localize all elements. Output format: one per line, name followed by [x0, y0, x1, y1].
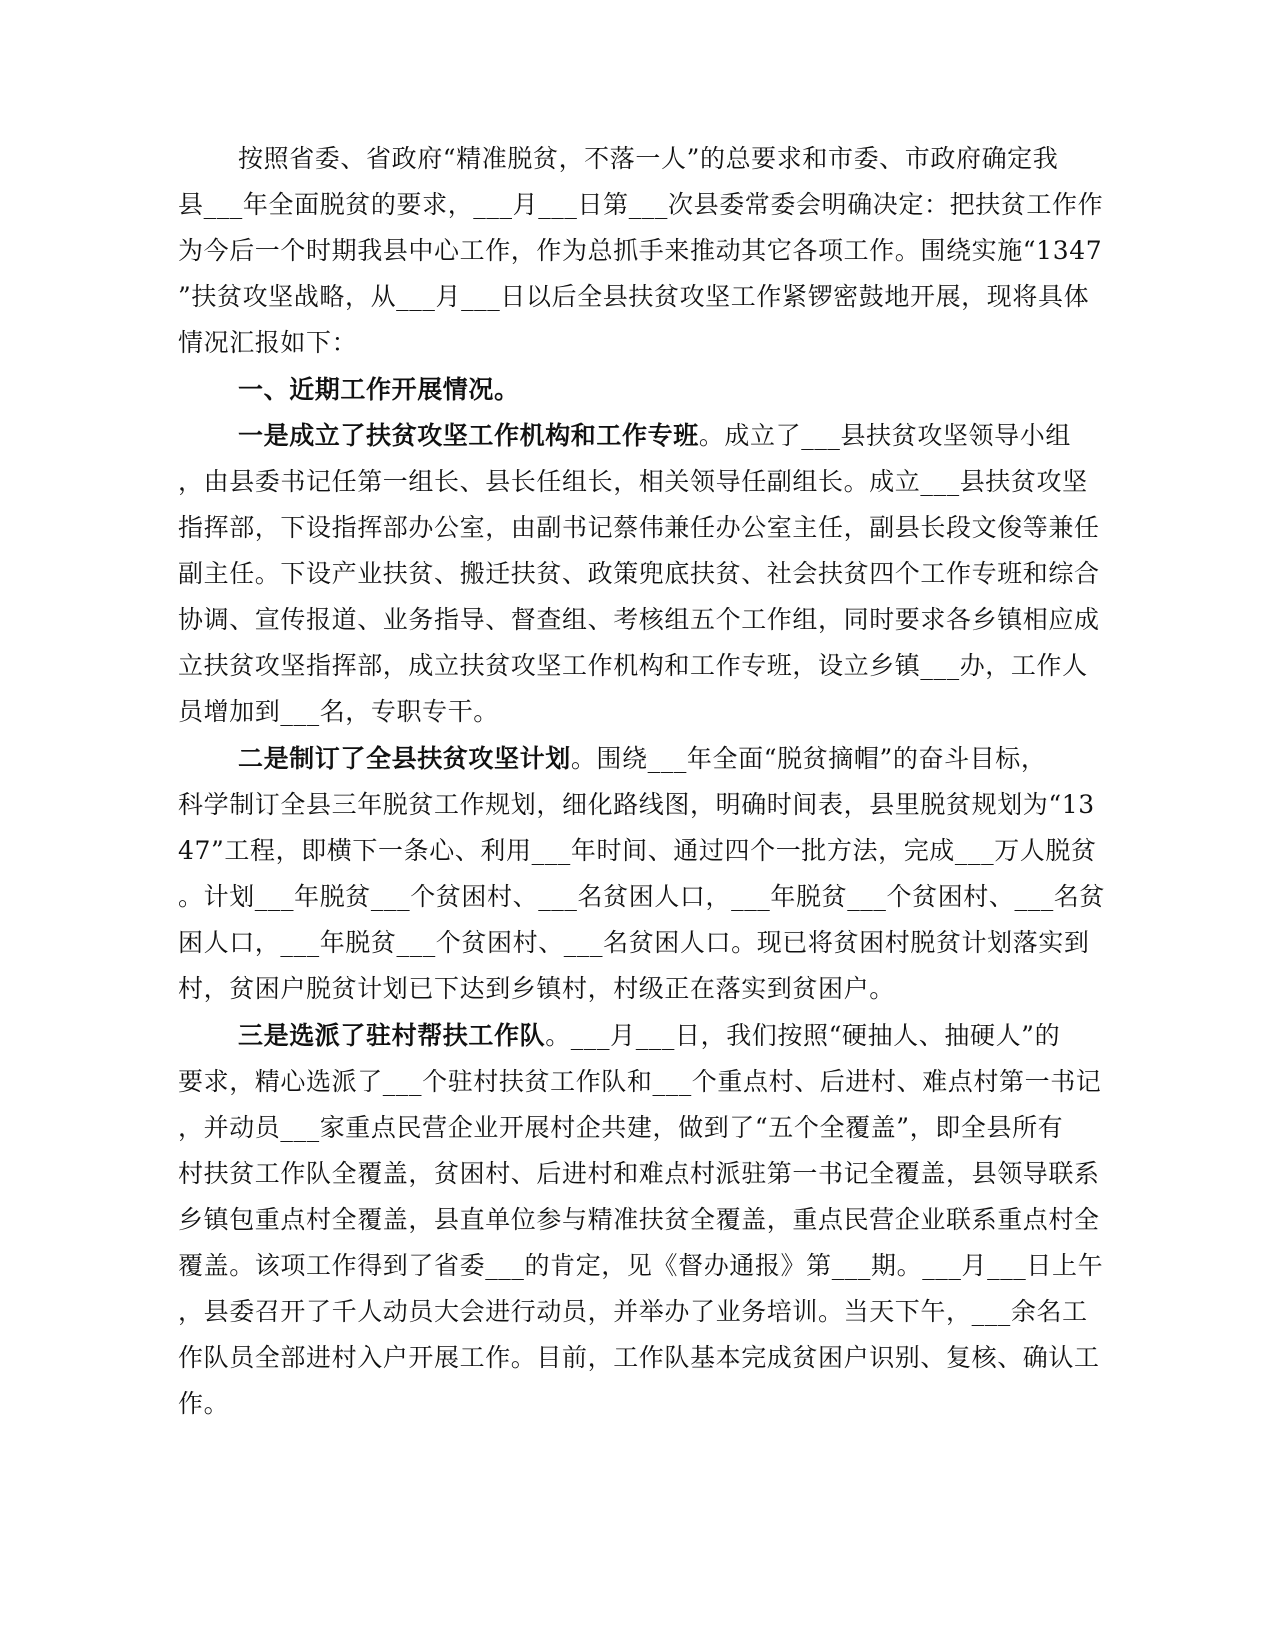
text-line: ”扶贫攻坚战略，从___月___日以后全县扶贫攻坚工作紧锣密鼓地开展，现将具体 — [178, 282, 1090, 311]
text-line — [238, 1020, 1060, 1052]
item-text: 。围绕___年全面“脱贫摘帽”的奋斗目标， — [570, 744, 1047, 773]
text-line: ，由县委书记任第一组长、县长任组长，相关领导任副组长。成立___县扶贫攻坚 — [178, 467, 1088, 496]
text-line — [238, 743, 1046, 775]
item-text: 。___月___日，我们按照“硬抽人、抽硬人”的 — [545, 1021, 1061, 1050]
text-line: 作队员全部进村入户开展工作。目前，工作队基本完成贫困户识别、复核、确认工 — [178, 1343, 1100, 1372]
text-line: 作。 — [178, 1389, 230, 1418]
item-heading: 一是成立了扶贫攻坚工作机构和工作专班 — [238, 421, 699, 450]
text-line: 情况汇报如下： — [178, 328, 358, 357]
text-line: 指挥部，下设指挥部办公室，由副书记蔡伟兼任办公室主任，副县长段文俊等兼任 — [178, 513, 1100, 542]
item-heading: 三是选派了驻村帮扶工作队 — [238, 1021, 546, 1050]
text-line: 村扶贫工作队全覆盖，贫困村、后进村和难点村派驻第一书记全覆盖，县领导联系 — [178, 1159, 1100, 1188]
text-line: 县___年全面脱贫的要求，___月___日第___次县委常委会明确决定：把扶贫工作作 — [178, 190, 1104, 219]
text-line: 为今后一个时期我县中心工作，作为总抓手来推动其它各项工作。围绕实施“1347 — [178, 236, 1103, 265]
text-line: 乡镇包重点村全覆盖，县直单位参与精准扶贫全覆盖，重点民营企业联系重点村全 — [178, 1205, 1100, 1234]
section-heading: 一、近期工作开展情况。 — [238, 375, 520, 404]
text-line: 。计划___年脱贫___个贫困村、___名贫困人口，___年脱贫___个贫困村、___名贫 — [178, 882, 1106, 911]
text-line: 要求，精心选派了___个驻村扶贫工作队和___个重点村、后进村、难点村第一书记 — [178, 1067, 1102, 1096]
text-line: 立扶贫攻坚指挥部，成立扶贫攻坚工作机构和工作专班，设立乡镇___办，工作人 — [178, 651, 1088, 680]
item-heading: 二是制订了全县扶贫攻坚计划 — [238, 744, 571, 773]
text-line: ，县委召开了千人动员大会进行动员，并举办了业务培训。当天下午，___余名工 — [178, 1297, 1088, 1326]
text-line: ，并动员___家重点民营企业开展村企共建，做到了“五个全覆盖”，即全县所有 — [178, 1113, 1064, 1142]
text-line: 按照省委、省政府“精准脱贫，不落一人”的总要求和市委、市政府确定我 — [238, 144, 1059, 173]
text-line — [238, 420, 1071, 452]
text-line: 副主任。下设产业扶贫、搬迁扶贫、政策兜底扶贫、社会扶贫四个工作专班和综合 — [178, 559, 1100, 588]
text-line: 47”工程，即横下一条心、利用___年时间、通过四个一批方法，完成___万人脱贫 — [178, 836, 1097, 865]
text-line: 困人口，___年脱贫___个贫困村、___名贫困人口。现已将贫困村脱贫计划落实到 — [178, 928, 1090, 957]
text-line: 协调、宣传报道、业务指导、督查组、考核组五个工作组，同时要求各乡镇相应成 — [178, 605, 1100, 634]
text-line: 覆盖。该项工作得到了省委___的肯定，见《督办通报》第___期。___月___日上午 — [178, 1251, 1104, 1280]
item-text: 。成立了___县扶贫攻坚领导小组 — [698, 421, 1071, 450]
text-line: 科学制订全县三年脱贫工作规划，细化路线图，明确时间表，县里脱贫规划为“13 — [178, 790, 1095, 819]
text-line: 员增加到___名，专职专干。 — [178, 697, 499, 726]
text-line: 村，贫困户脱贫计划已下达到乡镇村，村级正在落实到贫困户。 — [178, 974, 895, 1003]
